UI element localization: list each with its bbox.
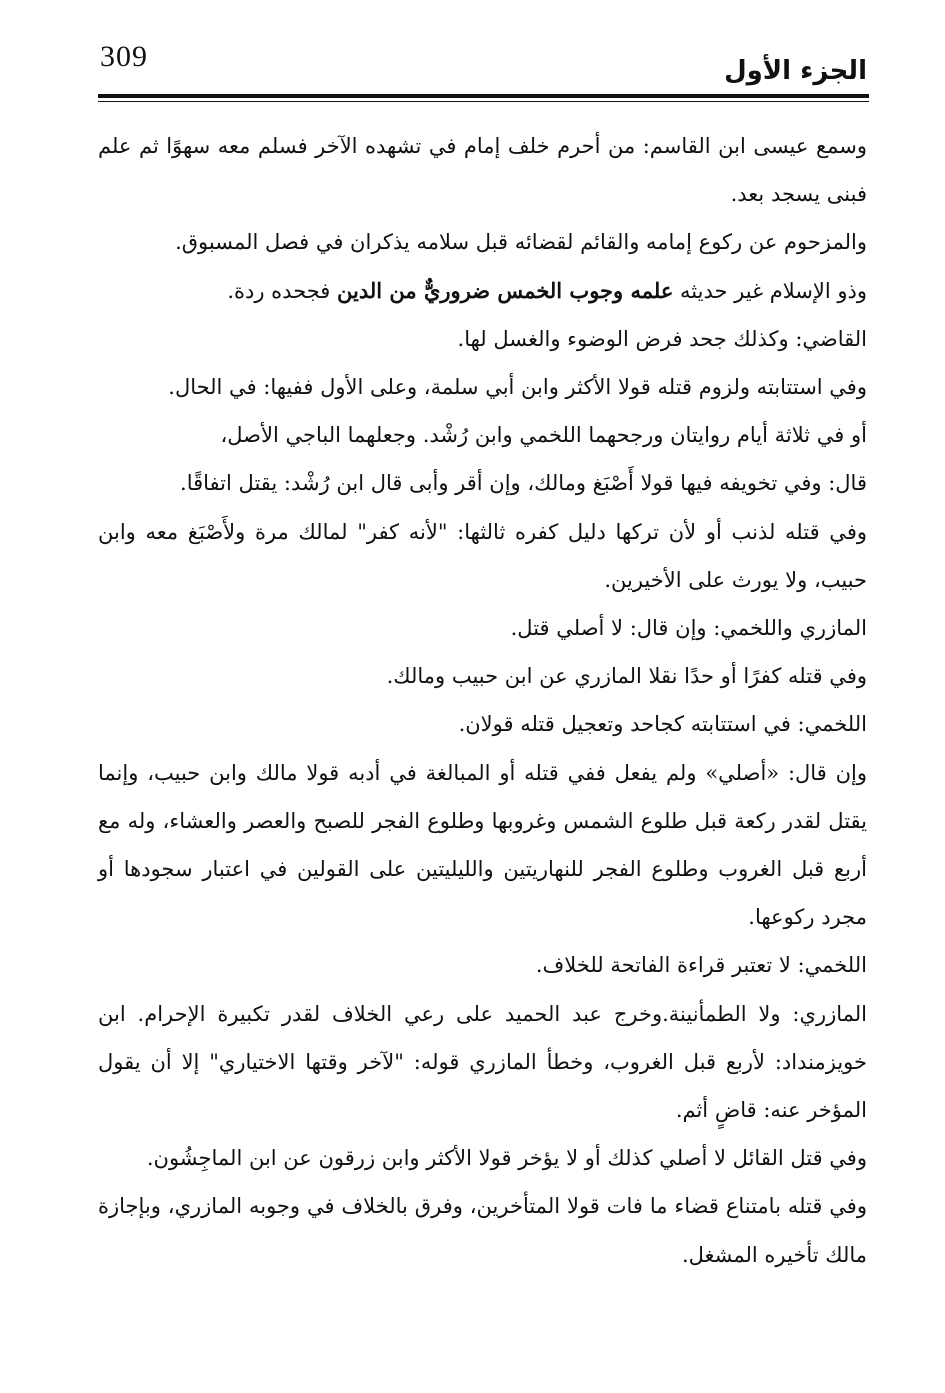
header-rule-thin (98, 101, 869, 102)
body-text (98, 122, 867, 1279)
paragraph-8: وفي قتله لذنب أو لأن تركها دليل كفره ثالثها: "لأنه كفر" لمالك مرة ولأَصْبَغ معه وابن حبيب، ولا يورث على الأخيرين. (98, 519, 867, 592)
header-rule-thick (98, 94, 869, 98)
paragraph-5: وفي استتابته ولزوم قتله قولا الأكثر وابن أبي سلمة، وعلى الأول ففيها: في الحال. (168, 375, 867, 400)
paragraph-15: وفي قتل القائل لا أصلي كذلك أو لا يؤخر قولا الأكثر وابن زرقون عن ابن الماجِشُون. (146, 1146, 867, 1171)
paragraph-14: المازري: ولا الطمأنينة.وخرج عبد الحميد على رعي الخلاف لقدر تكبيرة الإحرام. ابن خويزمنداد: لأربع قبل الغروب، وخطأ المازري قوله: "لآخر وقتها الاختياري" إلا أن يقول المؤخر عنه: قاضٍ أثم. (98, 1001, 867, 1123)
paragraph-16: وفي قتله بامتناع قضاء ما فات قولا المتأخرين، وفرق بالخلاف في وجوبه المازري، وبإجازة مالك تأخيره المشغل. (98, 1194, 867, 1267)
paragraph-2: والمزحوم عن ركوع إمامه والقائم لقضائه قبل سلامه يذكران في فصل المسبوق. (175, 230, 867, 255)
paragraph-13: اللخمي: لا تعتبر قراءة الفاتحة للخلاف. (535, 953, 867, 978)
paragraph-12: وإن قال: «أصلي» ولم يفعل ففي قتله أو المبالغة في أدبه قولا مالك وابن حبيب، وإنما يقتل لقدر ركعة قبل طلوع الشمس وغروبها وطلوع الفجر للصبح والعصر والعشاء، وله مع أربع قبل الغروب وطلوع الفجر للنهاريتين والليليتين على القولين في اعتبار سجودها أو مجرد ركوعها. (98, 760, 867, 930)
paragraph-11: اللخمي: في استتابته كجاحد وتعجيل قتله قولان. (458, 712, 867, 737)
paragraph-10: وفي قتله كفرًا أو حدًا نقلا المازري عن ابن حبيب ومالك. (386, 664, 867, 689)
paragraph-3-emphasis: علمه وجوب الخمس ضروريٌّ من الدين (337, 277, 674, 303)
paragraph-6: أو في ثلاثة أيام روايتان ورجحهما اللخمي وابن رُشْد. وجعلهما الباجي الأصل، (220, 423, 867, 448)
paragraph-7: قال: وفي تخويفه فيها قولا أَصْبَغ ومالك، وإن أقر وأبى قال ابن رُشْد: يقتل اتفاقًا. (180, 471, 867, 496)
paragraph-3-end: فجحده ردة. (227, 278, 338, 303)
paragraph-9: المازري واللخمي: وإن قال: لا أصلي قتل. (510, 616, 867, 641)
paragraph-3-start: وذو الإسلام غير حديثه (673, 278, 867, 303)
paragraph-3 (98, 267, 867, 315)
paragraph-1: وسمع عيسى ابن القاسم: من أحرم خلف إمام في تشهده الآخر فسلم معه سهوًا ثم علم فبنى يسجد بعد. (98, 134, 867, 207)
page-number: 309 (100, 40, 148, 73)
running-head: الجزء الأول (724, 56, 867, 86)
paragraph-4: القاضي: وكذلك جحد فرض الوضوء والغسل لها. (457, 326, 867, 351)
